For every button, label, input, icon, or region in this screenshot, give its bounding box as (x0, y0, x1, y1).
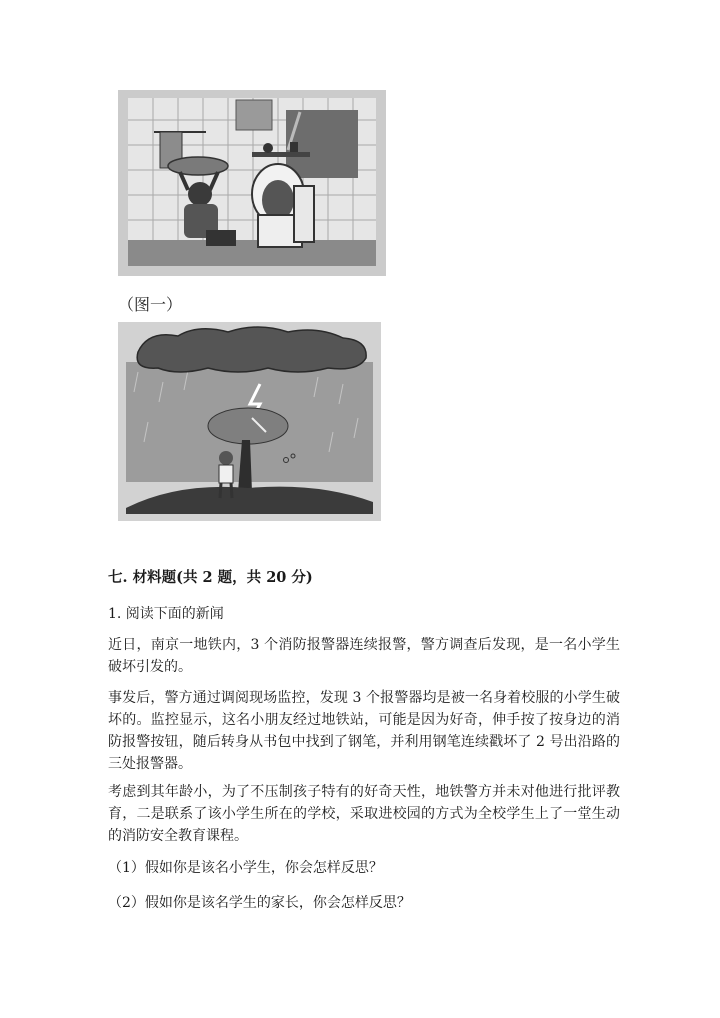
bathroom-illustration (118, 90, 386, 276)
news-paragraph: 近日，南京一地铁内，3 个消防报警器连续报警，警方调查后发现，是一名小学生破坏引发的。 (108, 637, 620, 675)
news-paragraph: 考虑到其年龄小，为了不压制孩子特有的好奇天性，地铁警方并未对他进行批评教育，二是联系了该小学生所在的学校，采取进校园的方式为全校学生上了一堂生动的消防安全教育课程。 (108, 784, 620, 844)
figure-caption: （图一） (118, 295, 183, 314)
question-intro: 1. 阅读下面的新闻 (108, 606, 224, 622)
news-paragraph: 事发后，警方通过调阅现场监控，发现 3 个报警器均是被一名身着校服的小学生破坏的。监控显示，这名小朋友经过地铁站，可能是因为好奇，伸手按了按身边的消防报警按钮，随后转身从书包中找到了钢笔，并利用钢笔连续戳坏了 2 号出沿路的三处报警器。 (108, 690, 620, 772)
thunderstorm-illustration (118, 322, 381, 521)
sub-question: （2）假如你是该名学生的家长，你会怎样反思？ (108, 895, 411, 911)
sub-question: （1）假如你是该名小学生，你会怎样反思？ (108, 860, 383, 876)
section-title: 七. 材料题(共 2 题，共 20 分) (108, 569, 313, 586)
